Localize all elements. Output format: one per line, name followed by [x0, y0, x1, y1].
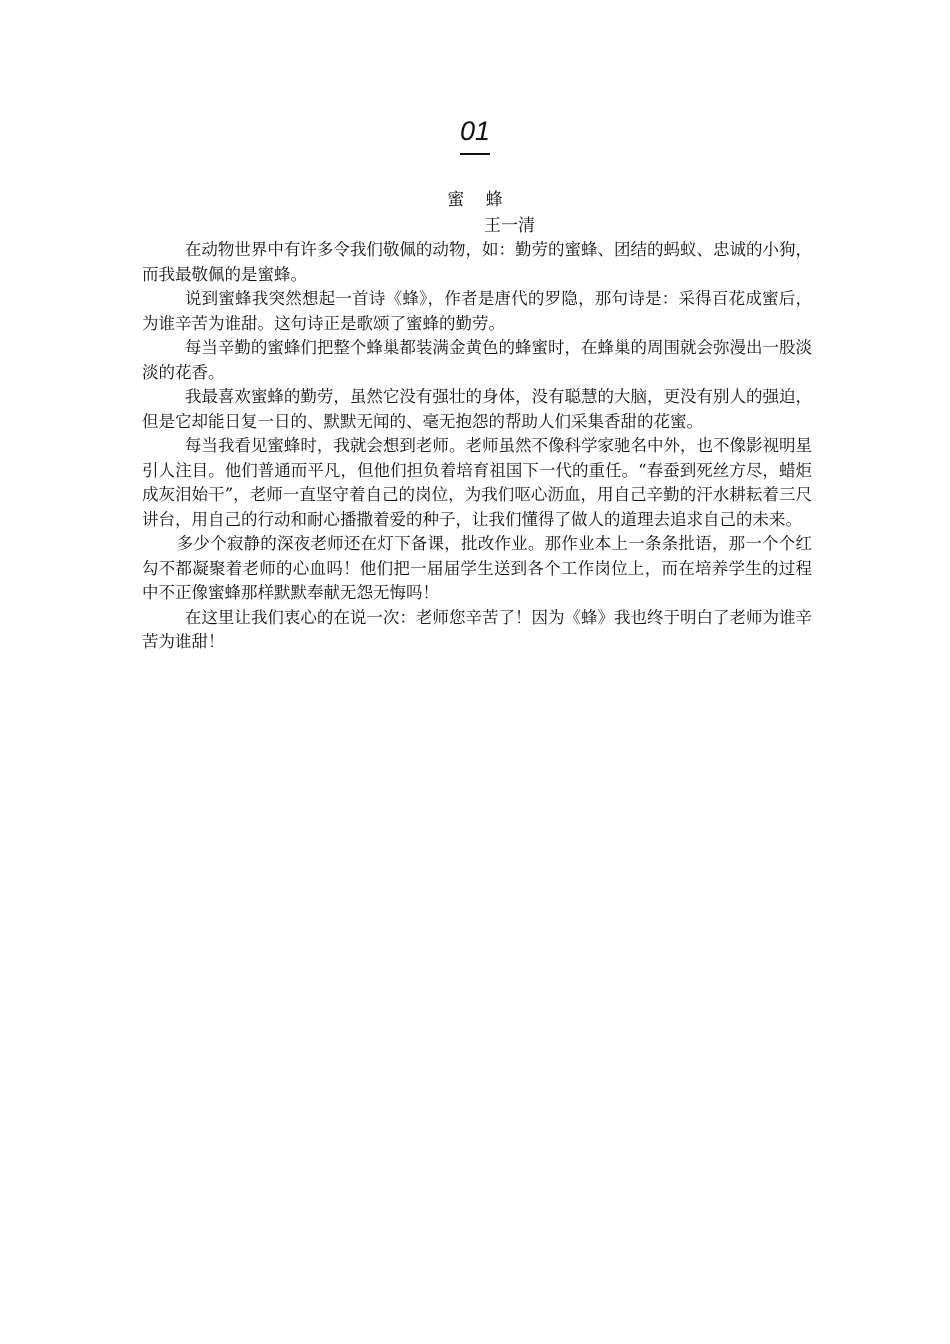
article-body: [142, 238, 812, 655]
paragraph-3: 每当辛勤的蜜蜂们把整个蜂巢都装满金黄色的蜂蜜时，在蜂巢的周围就会弥漫出一股淡淡的花香。: [142, 338, 812, 382]
page-number: 01: [459, 116, 491, 146]
page-number-underline: [460, 153, 490, 155]
paragraph-7: 在这里让我们衷心的在说一次：老师您辛苦了！因为《蜂》我也终于明白了老师为谁辛苦为谁甜！: [142, 607, 812, 651]
paragraph-1: 在动物世界中有许多令我们敬佩的动物，如：勤劳的蜜蜂、团结的蚂蚁、忠诚的小狗，而我最敬佩的是蜜蜂。: [142, 240, 812, 284]
paragraph-5: 每当我看见蜜蜂时，我就会想到老师。老师虽然不像科学家驰名中外，也不像影视明星引人注目。他们普通而平凡，但他们担负着培育祖国下一代的重任。“春蚕到死丝方尽，蜡炬成灰泪始干”，老师一直坚守着自己的岗位，为我们呕心沥血，用自己辛勤的汗水耕耘着三尺讲台，用自己的行动和耐心播撒着爱的种子，让我们懂得了做人的道理去追求自己的未来。: [142, 436, 812, 529]
paragraph-2: 说到蜜蜂我突然想起一首诗《蜂》，作者是唐代的罗隐，那句诗是：采得百花成蜜后，为谁辛苦为谁甜。这句诗正是歌颂了蜜蜂的勤劳。: [142, 289, 812, 333]
paragraph-4: 我最喜欢蜜蜂的勤劳，虽然它没有强壮的身体，没有聪慧的大脑，更没有别人的强迫，但是它却能日复一日的、默默无闻的、毫无抱怨的帮助人们采集香甜的花蜜。: [142, 387, 812, 431]
paragraph-6: 多少个寂静的深夜老师还在灯下备课，批改作业。那作业本上一条条批语，那一个个红勾不都凝聚着老师的心血吗！他们把一届届学生送到各个工作岗位上，而在培养学生的过程中不正像蜜蜂那样默默奉献无怨无悔吗！: [142, 534, 812, 602]
article-author: 王一清: [484, 216, 535, 236]
article-title: 蜜 蜂: [447, 190, 511, 210]
